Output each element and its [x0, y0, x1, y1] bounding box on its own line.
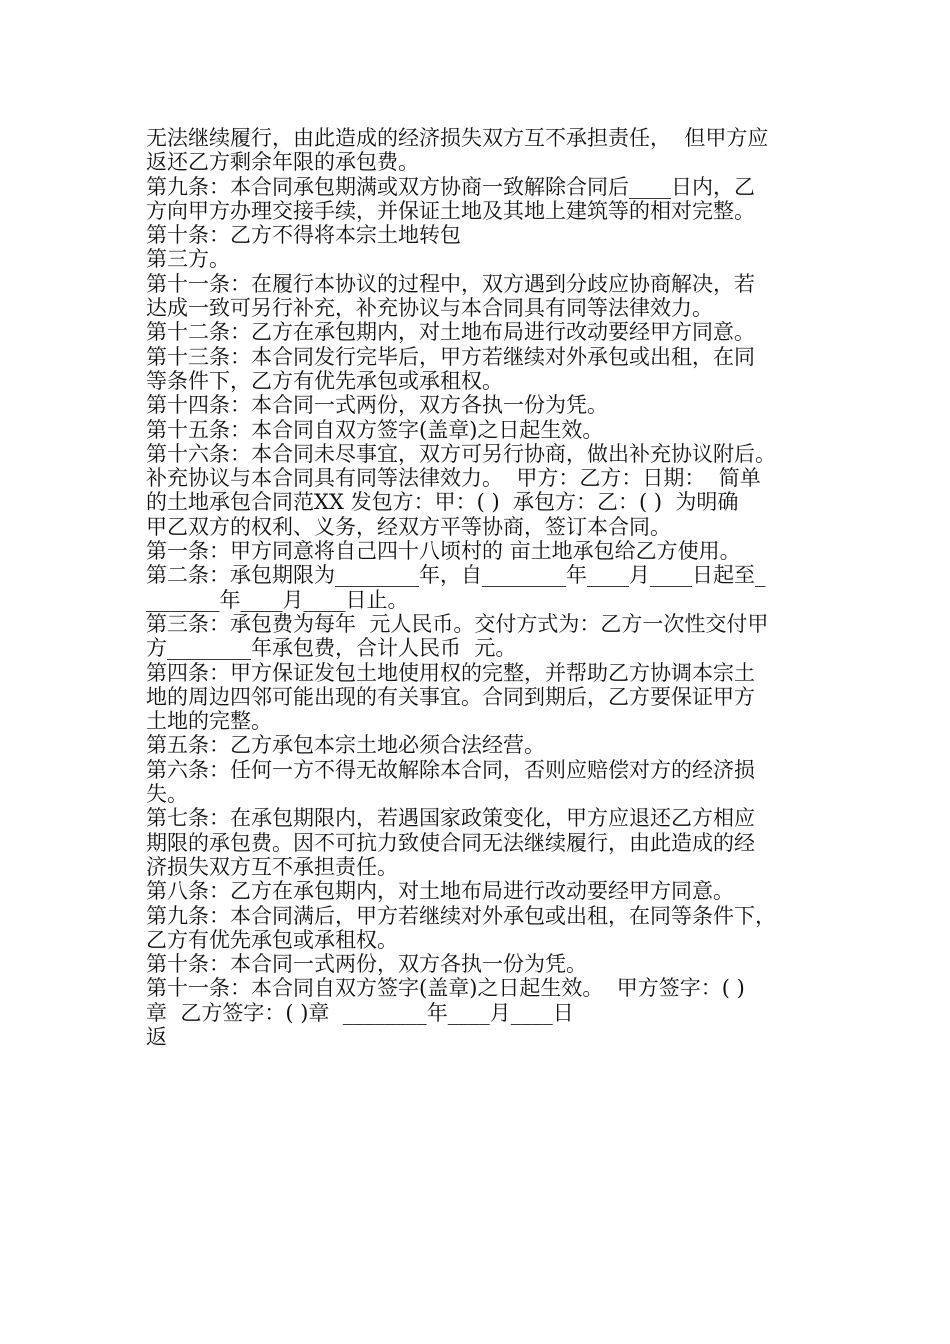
text-line: 第十三条：本合同发行完毕后，甲方若继续对外承包或出租，在同 — [146, 344, 755, 369]
text-line: 地的周边四邻可能出现的有关事宜。合同到期后，乙方要保证甲方 — [146, 684, 755, 709]
text-line: 的土地承包合同范XX 发包方：甲：( ) 承包方：乙：( ) 为明确 — [146, 490, 739, 515]
text-line: 第九条：本合同承包期满或双方协商一致解除合同后____日内，乙 — [146, 174, 755, 199]
text-line: 第十六条：本合同未尽事宜，双方可另行协商，做出补充协议附后。 — [146, 441, 776, 466]
text-line: 第四条：甲方保证发包土地使用权的完整，并帮助乙方协调本宗土 — [146, 660, 755, 685]
text-line: 济损失双方互不承担责任。 — [146, 854, 398, 879]
text-line: 乙方有优先承包或承租权。 — [146, 927, 398, 952]
text-line: 等条件下，乙方有优先承包或承租权。 — [146, 368, 503, 393]
text-line: 第十条：乙方不得将本宗土地转包 — [146, 223, 461, 248]
text-line: 失。 — [146, 782, 188, 807]
text-line: 无法继续履行，由此造成的经济损失双方互不承担责任， 但甲方应 — [146, 126, 769, 150]
text-line: 第七条：在承包期限内，若遇国家政策变化，甲方应退还乙方相应 — [146, 806, 755, 831]
text-line: 返 — [146, 1024, 167, 1049]
text-line: 第十二条：乙方在承包期内，对土地布局进行改动要经甲方同意。 — [146, 320, 755, 345]
text-line: 补充协议与本合同具有同等法律效力。 甲方：乙方：日期： 简单 — [146, 466, 761, 491]
text-line: 返还乙方剩余年限的承包费。 — [146, 150, 419, 175]
text-line: 达成一致可另行补充，补充协议与本合同具有同等法律效力。 — [146, 296, 713, 321]
text-line: 章 乙方签字：( )章 ________年____月____日 — [146, 1000, 574, 1025]
text-line: 方向甲方办理交接手续，并保证土地及其地上建筑等的相对完整。 — [146, 198, 755, 223]
contract-text — [146, 126, 818, 1049]
text-line: 第八条：乙方在承包期内，对土地布局进行改动要经甲方同意。 — [146, 879, 734, 904]
text-line: 期限的承包费。因不可抗力致使合同无法继续履行，由此造成的经 — [146, 830, 755, 855]
text-line: 第三条：承包费为每年 元人民币。交付方式为：乙方一次性交付甲 — [146, 611, 769, 636]
text-line: 第二条：承包期限为________年，自________年____月____日起至_ — [146, 563, 766, 588]
text-line: 第三方。 — [146, 247, 230, 272]
text-line: 方________年承包费，合计人民币 元。 — [146, 636, 517, 661]
text-line: 第十一条：在履行本协议的过程中，双方遇到分歧应协商解决，若 — [146, 271, 755, 296]
text-line: 第十五条：本合同自双方签字(盖章)之日起生效。 — [146, 417, 604, 442]
text-line: 甲乙双方的权利、义务，经双方平等协商，签订本合同。 — [146, 514, 671, 539]
text-line: 第五条：乙方承包本宗土地必须合法经营。 — [146, 733, 545, 758]
text-line: _______年____月____日止。 — [146, 587, 409, 612]
text-line: 第十四条：本合同一式两份，双方各执一份为凭。 — [146, 393, 608, 418]
text-line: 土地的完整。 — [146, 709, 272, 734]
text-line: 第六条：任何一方不得无故解除本合同，否则应赔偿对方的经济损 — [146, 757, 755, 782]
text-line: 第十一条：本合同自双方签字(盖章)之日起生效。 甲方签字：( ) — [146, 976, 745, 1001]
text-line: 第一条：甲方同意将自己四十八顷村的 亩土地承包给乙方使用。 — [146, 539, 741, 564]
text-line: 第九条：本合同满后，甲方若继续对外承包或出租，在同等条件下， — [146, 903, 776, 928]
text-line: 第十条：本合同一式两份，双方各执一份为凭。 — [146, 952, 587, 977]
